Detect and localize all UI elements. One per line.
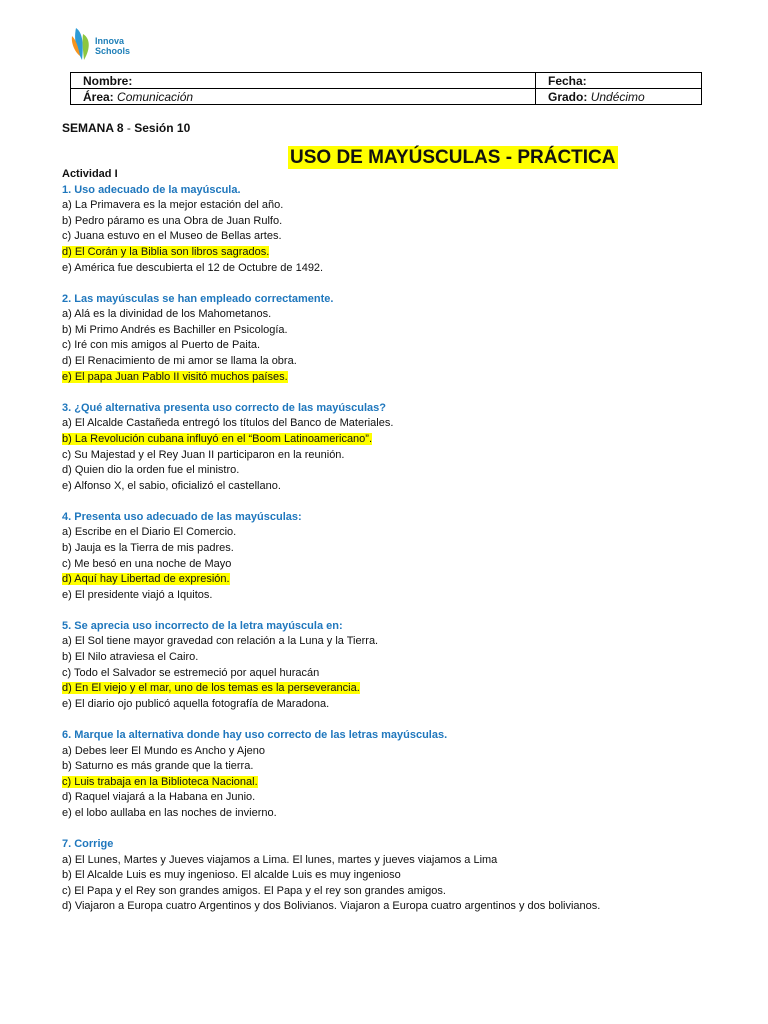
logo-text-line2: Schools [95, 46, 131, 56]
grado-label: Grado: [548, 89, 588, 104]
highlighted-answer-option: d) Aquí hay Libertad de expresión. [62, 573, 230, 586]
page-title: USO DE MAYÚSCULAS - PRÁCTICA [290, 147, 616, 168]
highlighted-answer-option: e) El papa Juan Pablo II visitó muchos países. [62, 370, 288, 383]
fecha-label: Fecha: [548, 73, 587, 88]
answer-option: e) América fue descubierta el 12 de Octubre de 1492. [62, 261, 324, 274]
nombre-label: Nombre: [83, 73, 133, 88]
answer-option: c) Me besó en una noche de Mayo [62, 557, 232, 570]
answer-option: b) El Alcalde Luis es muy ingenioso. El alcalde Luis es muy ingenioso [62, 869, 401, 882]
answer-option: b) Pedro páramo es una Obra de Juan Rulfo. [62, 214, 283, 227]
question-title: 6. Marque la alternativa donde hay uso correcto de las letras mayúsculas. [62, 728, 448, 741]
answer-option: d) Raquel viajará a la Habana en Junio. [62, 791, 256, 804]
answer-option: c) Juana estuvo en el Museo de Bellas artes. [62, 230, 282, 243]
answer-option: c) Iré con mis amigos al Puerto de Paita. [62, 339, 261, 352]
answer-option: e) El diario ojo publicó aquella fotografía de Maradona. [62, 697, 330, 710]
logo-leaf-icon [70, 26, 94, 62]
area-label: Área: [83, 89, 114, 104]
question-title: 2. Las mayúsculas se han empleado correctamente. [62, 292, 334, 305]
logo-text-line1: Innova [95, 36, 125, 46]
highlighted-answer-option: c) Luis trabaja en la Biblioteca Nacional. [62, 775, 258, 788]
grado-cell [536, 89, 702, 105]
answer-option: b) Jauja es la Tierra de mis padres. [62, 541, 234, 554]
answer-option: a) El Lunes, Martes y Jueves viajamos a Lima. El lunes, martes y jueves viajamos a Lima [62, 853, 498, 866]
session-label: Sesión 10 [134, 121, 191, 135]
activity-content [62, 167, 742, 915]
answer-option: e) El presidente viajó a Iquitos. [62, 588, 213, 601]
question-title: 1. Uso adecuado de la mayúscula. [62, 183, 241, 196]
answer-option: e) el lobo aullaba en las noches de invierno. [62, 806, 277, 819]
logo-text [95, 36, 130, 56]
semana-label: SEMANA 8 [62, 121, 124, 135]
answer-option: a) Alá es la divinidad de los Mahometanos. [62, 308, 272, 321]
answer-option: a) La Primavera es la mejor estación del año. [62, 199, 284, 212]
innova-schools-logo [70, 26, 150, 66]
highlighted-answer-option: b) La Revolución cubana influyó en el “Boom Latinoamericano”. [62, 432, 373, 445]
nombre-cell [71, 73, 536, 89]
answer-option: a) Escribe en el Diario El Comercio. [62, 526, 237, 539]
question-title: 4. Presenta uso adecuado de las mayúsculas: [62, 510, 302, 523]
answer-option: c) El Papa y el Rey son grandes amigos. El Papa y el rey son grandes amigos. [62, 884, 446, 897]
question-title: 7. Corrige [62, 837, 114, 850]
answer-option: a) Debes leer El Mundo es Ancho y Ajeno [62, 744, 266, 757]
area-cell [71, 89, 536, 105]
answer-option: d) Viajaron a Europa cuatro Argentinos y dos Bolivianos. Viajaron a Europa cuatro argentinos y dos bolivianos. [62, 900, 601, 913]
semana-separator: - [123, 121, 135, 135]
session-heading [62, 121, 190, 135]
answer-option: b) Mi Primo Andrés es Bachiller en Psicología. [62, 323, 288, 336]
answer-option: a) El Alcalde Castañeda entregó los títulos del Banco de Materiales. [62, 417, 394, 430]
area-value: Comunicación [117, 89, 194, 104]
answer-option: c) Su Majestad y el Rey Juan II participaron en la reunión. [62, 448, 345, 461]
question-title: 3. ¿Qué alternativa presenta uso correcto de las mayúsculas? [62, 401, 387, 414]
answer-option: c) Todo el Salvador se estremeció por aquel huracán [62, 666, 320, 679]
student-info-table [70, 72, 702, 105]
activity-heading: Actividad I [62, 168, 118, 180]
answer-option: d) El Renacimiento de mi amor se llama la obra. [62, 355, 297, 368]
answer-option: d) Quien dio la orden fue el ministro. [62, 464, 240, 477]
grado-value: Undécimo [590, 89, 645, 104]
fecha-cell [536, 73, 702, 89]
question-title: 5. Se aprecia uso incorrecto de la letra mayúscula en: [62, 619, 343, 632]
answer-option: b) Saturno es más grande que la tierra. [62, 760, 254, 773]
highlighted-answer-option: d) El Corán y la Biblia son libros sagrados. [62, 245, 270, 258]
answer-option: b) El Nilo atraviesa el Cairo. [62, 651, 199, 664]
highlighted-answer-option: d) En El viejo y el mar, uno de los temas es la perseverancia. [62, 682, 360, 695]
answer-option: e) Alfonso X, el sabio, oficializó el castellano. [62, 479, 281, 492]
answer-option: a) El Sol tiene mayor gravedad con relación a la Luna y la Tierra. [62, 635, 379, 648]
